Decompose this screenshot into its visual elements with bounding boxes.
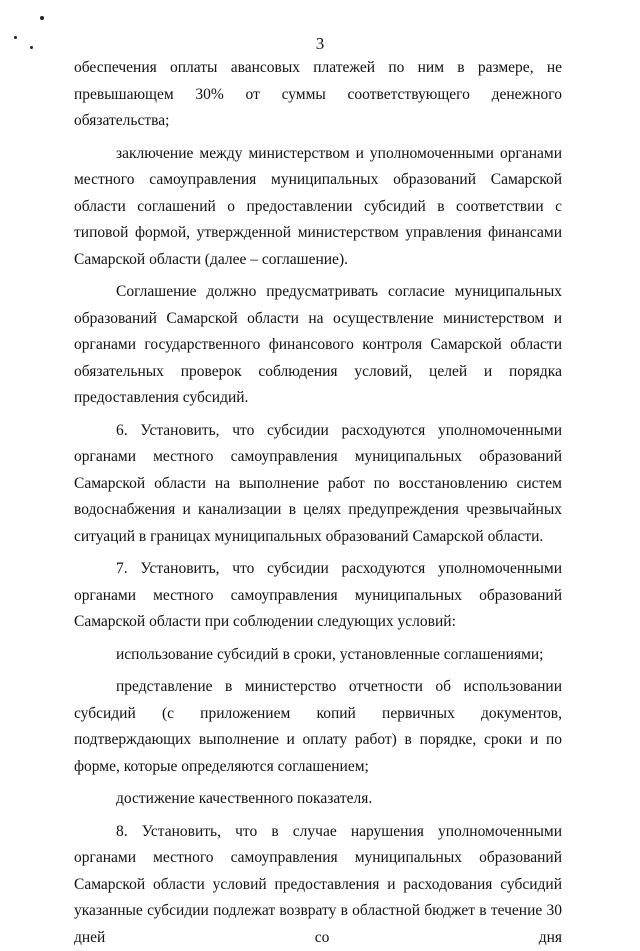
scan-dot-mark <box>40 16 44 20</box>
paragraph: 6. Установить, что субсидии расходуются уполномоченными органами местного самоуправления муниципальных образований Самарской области на выполнение работ по восстановлению систем водоснабжения и канализации в целях предупреждения чрезвычайных ситуаций в границах муниципальных образований Самарской области. <box>74 418 562 551</box>
paragraph: использование субсидий в сроки, установленные соглашениями; <box>74 642 562 669</box>
paragraph: Соглашение должно предусматривать согласие муниципальных образований Самарской области на осуществление министерством и органами государственного финансового контроля Самарской области обязательных проверок соблюдения условий, целей и порядка предоставления субсидий. <box>74 279 562 412</box>
paragraph: достижение качественного показателя. <box>74 786 562 813</box>
paragraph: обеспечения оплаты авансовых платежей по ним в размере, не превышающем 30% от суммы соответствующего денежного обязательства; <box>74 55 562 135</box>
page-number: 3 <box>0 34 640 54</box>
paragraph: представление в министерство отчетности об использовании субсидий (с приложением копий первичных документов, подтверждающих выполнение и оплату работ) в порядке, сроки и по форме, которые определяются соглашением; <box>74 674 562 780</box>
paragraph: 8. Установить, что в случае нарушения уполномоченными органами местного самоуправления муниципальных образований Самарской области условий предоставления и расходования субсидий указанные субсидии подлежат возврату в областной бюджет в течение 30 дней со дня <box>74 819 562 951</box>
paragraph: 7. Установить, что субсидии расходуются уполномоченными органами местного самоуправления муниципальных образований Самарской области при соблюдении следующих условий: <box>74 556 562 636</box>
paragraph: заключение между министерством и уполномоченными органами местного самоуправления муниципальных образований Самарской области соглашений о предоставлении субсидий в соответствии с типовой формой, утвержденной министерством управления финансами Самарской области (далее – соглашение). <box>74 141 562 274</box>
document-body <box>74 55 562 951</box>
